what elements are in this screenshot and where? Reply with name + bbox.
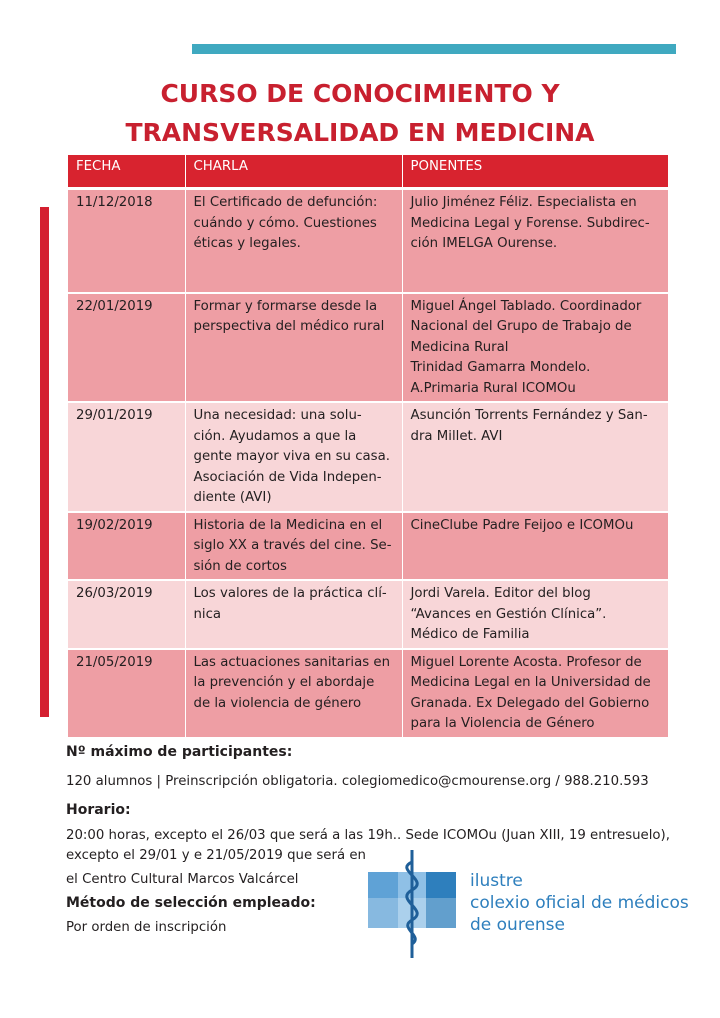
ponentes-line: Asunción Torrents Fernández y San- [410, 408, 648, 423]
cell-ponentes [402, 293, 668, 403]
cell-charla [185, 649, 402, 738]
title-line-1: CURSO DE CONOCIMIENTO Y [160, 79, 560, 108]
header-ponentes: PONENTES [402, 155, 668, 189]
ponentes-line: Jordi Varela. Editor del blog [410, 586, 591, 601]
cell-ponentes [402, 649, 668, 738]
fecha-text: 26/03/2019 [76, 586, 153, 601]
charla-line: Asociación de Vida Indepen- [193, 469, 382, 485]
side-accent-bar [40, 207, 49, 717]
cell-fecha [68, 293, 185, 403]
horario-label: Horario: [66, 802, 131, 818]
ponentes-line: ción IMELGA Ourense. [410, 236, 558, 251]
table-row [68, 649, 668, 738]
title-line-2: TRANSVERSALIDAD EN MEDICINA [125, 118, 595, 147]
charla-line: Una necesidad: una solu- [193, 408, 362, 423]
cell-charla [185, 189, 402, 293]
charla-line: Los valores de la práctica clí- [193, 586, 387, 601]
charla-line: siglo XX a través del cine. Se- [193, 538, 392, 553]
cell-charla [185, 580, 402, 649]
cell-charla [185, 402, 402, 512]
participantes-text: 120 alumnos | Preinscripción obligatoria. colegiomedico@cmourense.org / 988.210.593 [66, 774, 649, 789]
participantes-label: Nº máximo de participantes: [66, 744, 293, 760]
schedule-table [68, 155, 669, 739]
colexio-logo-text [470, 870, 689, 936]
colexio-logo-icon [364, 848, 460, 960]
horario-line-3: el Centro Cultural Marcos Valcárcel [66, 872, 299, 887]
ponentes-line: Nacional del Grupo de Trabajo de [410, 319, 632, 334]
cell-fecha [68, 402, 185, 512]
cell-ponentes [402, 512, 668, 581]
header-charla: CHARLA [185, 155, 402, 189]
charla-line: Formar y formarse desde la [193, 298, 378, 314]
charla-line: cuándo y cómo. Cuestiones [193, 215, 377, 231]
cell-charla [185, 512, 402, 581]
ponentes-line: Miguel Ángel Tablado. Coordinador [410, 298, 642, 314]
cell-fecha [68, 580, 185, 649]
charla-line: diente (AVI) [193, 490, 272, 505]
charla-line: Historia de la Medicina en el [193, 517, 383, 533]
ponentes-line: Medicina Legal en la Universidad de [410, 675, 651, 690]
metodo-text: Por orden de inscripción [66, 920, 227, 935]
ponentes-line: “Avances en Gestión Clínica”. [410, 606, 607, 622]
charla-line: la prevención y el abordaje [193, 675, 375, 690]
logo-line-3: de ourense [470, 915, 565, 935]
charla-line: de la violencia de género [193, 695, 362, 711]
charla-line: ción. Ayudamos a que la [193, 428, 357, 444]
charla-line: El Certificado de defunción: [193, 195, 378, 210]
schedule-body [68, 189, 668, 738]
header-fecha: FECHA [68, 155, 185, 189]
logo-line-1: ilustre [470, 871, 523, 891]
cell-ponentes [402, 402, 668, 512]
horario-line-2: excepto el 29/01 y e 21/05/2019 que será en [66, 848, 366, 863]
charla-line: nica [193, 606, 222, 622]
fecha-text: 19/02/2019 [76, 517, 153, 533]
participantes-section [66, 742, 686, 762]
ponentes-line: Miguel Lorente Acosta. Profesor de [410, 654, 642, 670]
logo-line-2: colexio oficial de médicos [470, 893, 689, 913]
horario-line-1: 20:00 horas, excepto el 26/03 que será a las 19h.. Sede ICOMOu (Juan XIII, 19 entresuelo), [66, 828, 670, 843]
charla-line: perspectiva del médico rural [193, 319, 385, 334]
ponentes-line: CineClube Padre Feijoo e ICOMOu [410, 517, 634, 533]
fecha-text: 29/01/2019 [76, 408, 153, 423]
fecha-text: 21/05/2019 [76, 654, 153, 670]
ponentes-line: Granada. Ex Delegado del Gobierno [410, 695, 650, 711]
ponentes-line: A.Primaria Rural ICOMOu [410, 380, 576, 396]
ponentes-line: Medicina Legal y Forense. Subdirec- [410, 215, 650, 231]
table-row [68, 512, 668, 581]
charla-line: Las actuaciones sanitarias en [193, 654, 390, 670]
charla-line: éticas y legales. [193, 236, 301, 251]
cell-fecha [68, 512, 185, 581]
ponentes-line: Trinidad Gamarra Mondelo. [410, 360, 591, 375]
cell-fecha [68, 189, 185, 293]
cell-ponentes [402, 189, 668, 293]
charla-line: gente mayor viva en su casa. [193, 449, 390, 464]
ponentes-line: Medicina Rural [410, 339, 509, 355]
table-header-row [68, 155, 668, 189]
ponentes-line: Médico de Familia [410, 627, 530, 642]
fecha-text: 11/12/2018 [76, 195, 153, 210]
charla-line: sión de cortos [193, 558, 287, 574]
cell-ponentes [402, 580, 668, 649]
page-title [0, 74, 720, 152]
table-row [68, 189, 668, 293]
ponentes-line: Julio Jiménez Féliz. Especialista en [410, 195, 637, 210]
table-row [68, 402, 668, 512]
participantes-text-wrap [66, 772, 686, 792]
ponentes-line: dra Millet. AVI [410, 428, 503, 444]
cell-charla [185, 293, 402, 403]
cell-fecha [68, 649, 185, 738]
table-row [68, 293, 668, 403]
horario-section [66, 800, 686, 820]
table-row [68, 580, 668, 649]
ponentes-line: para la Violencia de Género [410, 716, 595, 731]
top-accent-bar [192, 44, 676, 54]
metodo-label: Método de selección empleado: [66, 895, 316, 911]
fecha-text: 22/01/2019 [76, 298, 153, 314]
